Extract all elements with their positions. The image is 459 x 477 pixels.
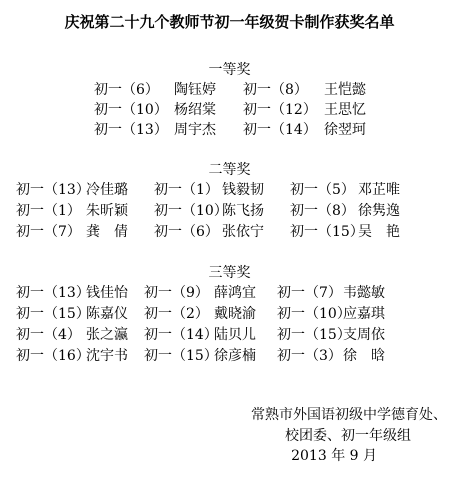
student-name: 钱佳怡 — [86, 285, 128, 301]
table-row — [0, 324, 459, 344]
class-label: 初一（2） — [144, 306, 209, 322]
document-title: 庆祝第二十九个教师节初一年级贺卡制作获奖名单 — [64, 13, 395, 31]
student-name: 徐翌珂 — [324, 122, 366, 138]
section-heading-first-prize: 一等奖 — [208, 62, 251, 78]
student-name: 徐隽逸 — [358, 203, 400, 219]
class-label: 初一（14） — [243, 122, 317, 138]
student-name: 韦懿敏 — [343, 285, 385, 301]
class-label: 初一（13） — [94, 122, 168, 138]
class-label: 初一（15） — [16, 306, 90, 322]
class-label: 初一（3） — [277, 348, 342, 364]
class-label: 初一（5） — [290, 182, 355, 198]
class-label: 初一（15） — [144, 348, 218, 364]
class-label: 初一（12） — [243, 102, 317, 118]
student-name: 支周依 — [343, 327, 385, 343]
student-name: 龚 倩 — [86, 224, 128, 240]
issue-date: 2013 年 9 月 — [291, 448, 377, 464]
student-name: 王思忆 — [324, 102, 366, 118]
class-label: 初一（10） — [277, 306, 351, 322]
student-name: 冷佳璐 — [86, 182, 128, 198]
class-label: 初一（7） — [16, 224, 81, 240]
class-label: 初一（15） — [277, 327, 351, 343]
table-row — [0, 282, 459, 302]
student-name: 徐彦楠 — [214, 348, 256, 364]
issuer-line-1: 常熟市外国语初级中学德育处、 — [251, 407, 447, 423]
class-label: 初一（1） — [154, 182, 219, 198]
student-name: 周宇杰 — [174, 122, 216, 138]
class-label: 初一（10） — [154, 203, 228, 219]
student-name: 应嘉琪 — [343, 306, 385, 322]
class-label: 初一（7） — [277, 285, 342, 301]
table-row — [0, 221, 459, 241]
student-name: 徐 晗 — [343, 348, 385, 364]
student-name: 张依宁 — [222, 224, 264, 240]
table-row — [0, 345, 459, 365]
student-name: 邓芷唯 — [358, 182, 400, 198]
class-label: 初一（6） — [94, 82, 159, 98]
class-label: 初一（8） — [243, 82, 308, 98]
student-name: 杨绍棠 — [174, 102, 216, 118]
table-row — [0, 119, 459, 139]
student-name: 陆贝儿 — [214, 327, 256, 343]
class-label: 初一（9） — [144, 285, 209, 301]
student-name: 吴 艳 — [358, 224, 400, 240]
student-name: 沈宇书 — [86, 348, 128, 364]
class-label: 初一（13） — [16, 285, 90, 301]
student-name: 薛鸿宜 — [214, 285, 256, 301]
class-label: 初一（14） — [144, 327, 218, 343]
table-row — [0, 179, 459, 199]
student-name: 戴晓渝 — [214, 306, 256, 322]
class-label: 初一（13） — [16, 182, 90, 198]
section-heading-third-prize: 三等奖 — [208, 265, 251, 281]
table-row — [0, 99, 459, 119]
section-heading-second-prize: 二等奖 — [208, 162, 251, 178]
student-name: 钱毅韧 — [222, 182, 264, 198]
class-label: 初一（8） — [290, 203, 355, 219]
student-name: 陈嘉仪 — [86, 306, 128, 322]
class-label: 初一（4） — [16, 327, 81, 343]
table-row — [0, 200, 459, 220]
student-name: 朱昕颖 — [86, 203, 128, 219]
student-name: 陶钰婷 — [174, 82, 216, 98]
class-label: 初一（15） — [290, 224, 364, 240]
class-label: 初一（16） — [16, 348, 90, 364]
table-row — [0, 79, 459, 99]
class-label: 初一（6） — [154, 224, 219, 240]
table-row — [0, 303, 459, 323]
student-name: 王恺懿 — [324, 82, 366, 98]
class-label: 初一（1） — [16, 203, 81, 219]
student-name: 陈飞扬 — [222, 203, 264, 219]
student-name: 张之瀛 — [86, 327, 128, 343]
issuer-line-2: 校团委、初一年级组 — [285, 428, 411, 444]
class-label: 初一（10） — [94, 102, 168, 118]
